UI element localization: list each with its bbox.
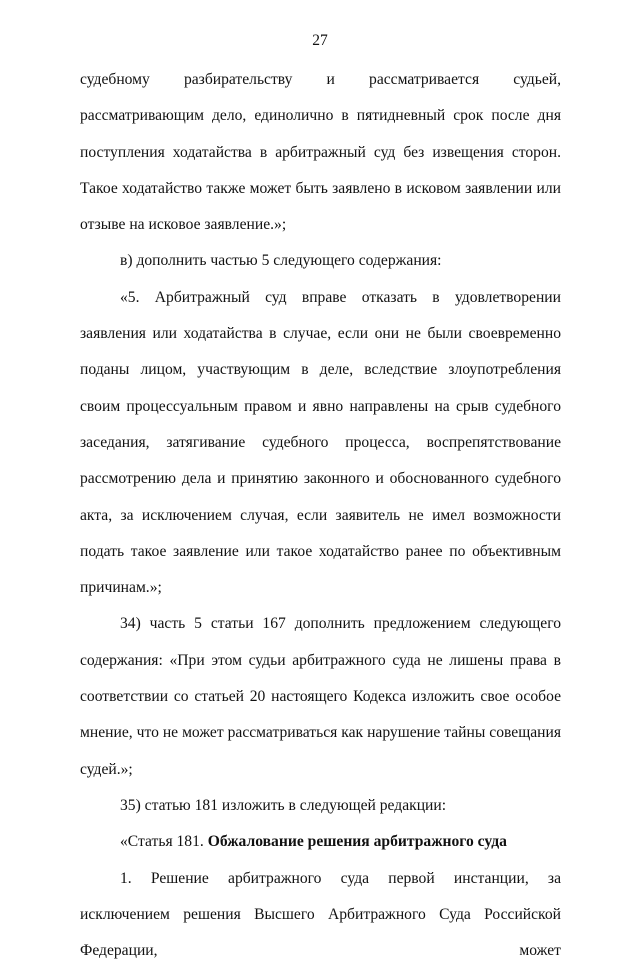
paragraph-article-181-1: 1. Решение арбитражного суда первой инстанции, за исключением решения Высшего Арбитражного Суда Российской Федерации, может [80,869,561,960]
article-heading [80,824,561,860]
paragraph-item-34: 34) часть 5 статьи 167 дополнить предложением следующего содержания: «При этом судьи арбитражного суда не лишены права в соответствии со статьей 20 настоящего Кодекса изложить свое особое мнение, что не может рассматриваться как нарушение тайны совещания судей.»; [80,615,561,778]
paragraph-item-35: 35) статью 181 изложить в следующей редакции: [120,796,447,814]
paragraph-continuation: судебному разбирательству и рассматривается судьей, рассматривающим дело, единолично в пятидневный срок после дня поступления ходатайства в арбитражный суд без извещения сторон. Такое ходатайство также может быть заявлено в исковом заявлении или отзыве на исковое заявление.»; [80,71,561,234]
paragraph-part-5: «5. Арбитражный суд вправе отказать в удовлетворении заявления или ходатайства в случае, если они не были своевременно поданы лицом, участвующим в деле, вследствие злоупотребления своим процессуальным правом и явно направлены на срыв судебного заседания, затягивание судебного процесса, воспрепятствование рассмотрению дела и принятию законного и обоснованного судебного акта, за исключением случая, если заявитель не имел возможности подать такое заявление или такое ходатайство ранее по объективным причинам.»; [80,288,561,597]
paragraph-amendment-v: в) дополнить частью 5 следующего содержания: [120,252,442,270]
article-prefix: «Статья 181. [120,833,208,851]
page-number: 27 [312,32,328,49]
article-title: Обжалование решения арбитражного суда [207,833,507,851]
document-body [80,62,561,969]
